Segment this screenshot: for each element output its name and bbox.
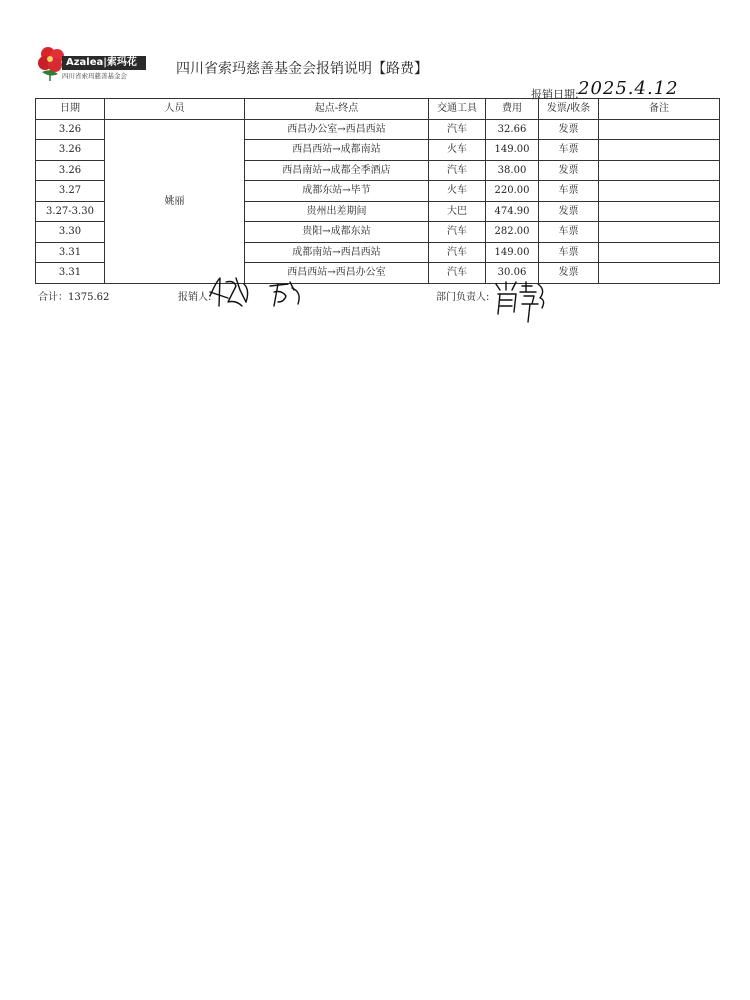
cell-vehicle: 大巴 [429,201,486,222]
cell-route: 西昌办公室→西昌西站 [245,119,429,140]
cell-route: 成都东站→毕节 [245,181,429,202]
cell-vehicle: 汽车 [429,242,486,263]
expense-table [35,98,720,284]
logo-subtitle: 四川省索玛慈善基金会 [62,72,127,80]
cell-date: 3.27-3.30 [36,201,105,222]
cell-date: 3.30 [36,222,105,243]
header-route: 起点-终点 [245,99,429,120]
cell-route: 西昌西站→成都南站 [245,140,429,161]
cell-receipt: 发票 [539,160,599,181]
dept-head-label: 部门负责人: [436,292,490,303]
logo-brand-text: Azalea|索玛花 [62,56,146,70]
cell-date: 3.26 [36,160,105,181]
header-cost: 费用 [486,99,539,120]
cell-receipt: 发票 [539,119,599,140]
table-row [36,119,720,140]
cell-vehicle: 汽车 [429,160,486,181]
table-header-row [36,99,720,120]
cell-note [599,160,720,181]
cell-date: 3.31 [36,263,105,284]
cell-cost: 38.00 [486,160,539,181]
foundation-logo [36,44,148,84]
header-person: 人员 [105,99,245,120]
cell-receipt: 发票 [539,263,599,284]
cell-route: 贵阳→成都东站 [245,222,429,243]
cell-note [599,140,720,161]
cell-note [599,201,720,222]
total-amount: 合计：1375.62 [38,292,110,303]
cell-cost: 282.00 [486,222,539,243]
cell-note [599,263,720,284]
cell-route: 西昌南站→成都全季酒店 [245,160,429,181]
cell-receipt: 车票 [539,242,599,263]
reimburser-label: 报销人: [178,292,212,303]
header-vehicle: 交通工具 [429,99,486,120]
cell-note [599,181,720,202]
cell-cost: 32.66 [486,119,539,140]
cell-route: 西昌西站→西昌办公室 [245,263,429,284]
cell-vehicle: 汽车 [429,263,486,284]
header-receipt: 发票/收条 [539,99,599,120]
cell-vehicle: 火车 [429,181,486,202]
cell-note [599,119,720,140]
cell-cost: 149.00 [486,242,539,263]
cell-route: 贵州出差期间 [245,201,429,222]
cell-date: 3.31 [36,242,105,263]
cell-receipt: 车票 [539,140,599,161]
cell-note [599,242,720,263]
cell-vehicle: 火车 [429,140,486,161]
cell-note [599,222,720,243]
cell-date: 3.26 [36,119,105,140]
cell-cost: 474.90 [486,201,539,222]
reimbursement-date-label: 报销日期: [531,88,579,101]
cell-date: 3.27 [36,181,105,202]
cell-cost: 30.06 [486,263,539,284]
cell-cost: 220.00 [486,181,539,202]
cell-vehicle: 汽车 [429,119,486,140]
header-note: 备注 [599,99,720,120]
cell-receipt: 发票 [539,201,599,222]
reimburser-signature [206,272,316,312]
cell-vehicle: 汽车 [429,222,486,243]
dept-head-signature [490,278,550,326]
header-date: 日期 [36,99,105,120]
cell-receipt: 车票 [539,181,599,202]
cell-date: 3.26 [36,140,105,161]
cell-route: 成都南站→西昌西站 [245,242,429,263]
cell-person: 姚丽 [105,119,245,283]
document-title: 四川省索玛慈善基金会报销说明【路费】 [176,61,428,77]
cell-cost: 149.00 [486,140,539,161]
reimbursement-date-value: 2025.4.12 [578,78,679,99]
cell-receipt: 车票 [539,222,599,243]
